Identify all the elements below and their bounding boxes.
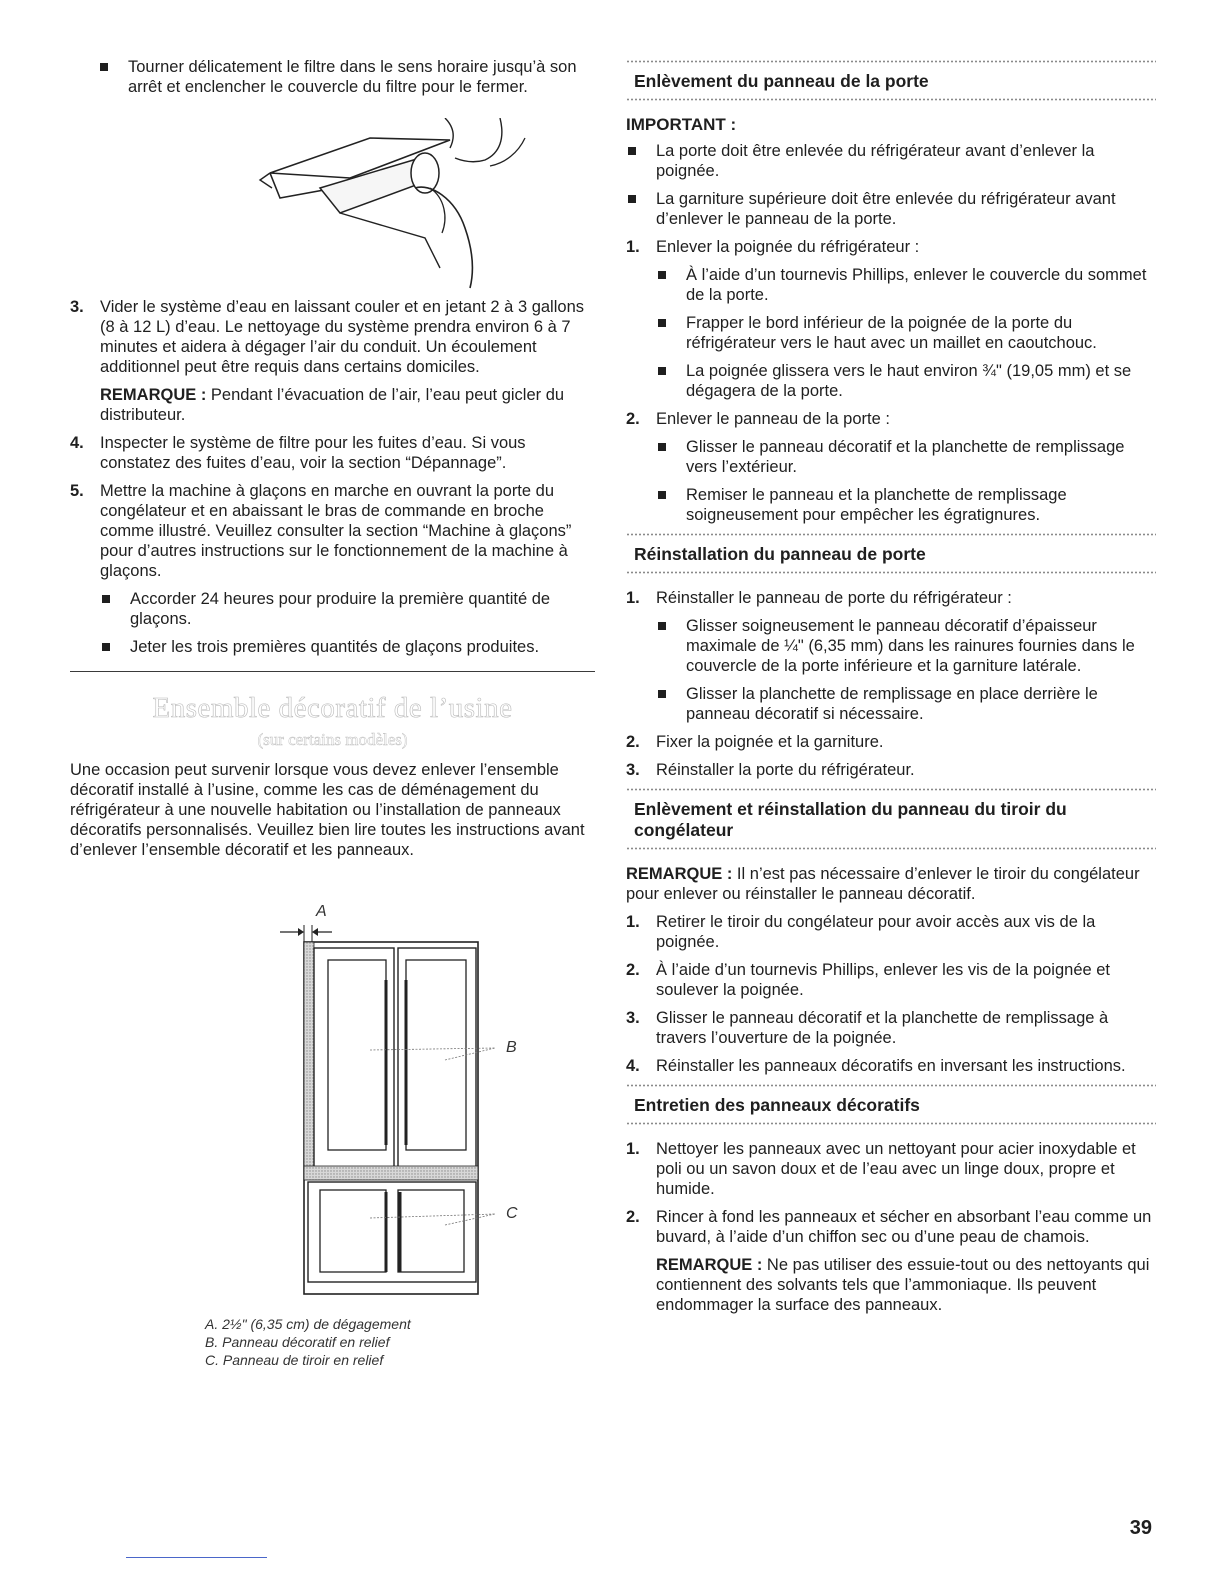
drawer-step: 4. Réinstaller les panneaux décoratifs en inversant les instructions.	[626, 1057, 1126, 1075]
important-bullet: La garniture supérieure doit être enlevée du réfrigérateur avant d’enlever le panneau de la porte.	[626, 189, 1156, 229]
section-drawer-panel	[626, 791, 1156, 847]
section-panel-care	[626, 1087, 1156, 1122]
important-label: IMPORTANT :	[626, 115, 737, 134]
section-divider	[70, 671, 595, 672]
door-step-2-bullet: Glisser le panneau décoratif et la planchette de remplissage vers l’extérieur.	[656, 437, 1156, 477]
care-step-2: 2. Rincer à fond les panneaux et sécher en absorbant l’eau comme un buvard, à l’aide d’un chiffon sec ou d’une peau de chamois.	[626, 1208, 1152, 1246]
right-column	[626, 60, 1156, 1323]
label-c: C	[506, 1205, 518, 1222]
reinstall-step-3: 3. Réinstaller la porte du réfrigérateur.	[626, 761, 915, 779]
reinstall-bullet: Glisser la planchette de remplissage en place derrière le panneau décoratif si nécessaire.	[656, 684, 1156, 724]
section-heading: Enlèvement du panneau de la porte	[634, 71, 929, 91]
drawer-step: 2. À l’aide d’un tournevis Phillips, enlever les vis de la poignée et soulever la poignée.	[626, 961, 1111, 999]
door-step-2-bullet: Remiser le panneau et la planchette de remplissage soigneusement pour empêcher les égratignures.	[656, 485, 1156, 525]
door-step-1-bullet: La poignée glissera vers le haut environ ¾" (19,05 mm) et se dégagera de la porte.	[656, 361, 1156, 401]
important-bullet: La porte doit être enlevée du réfrigérateur avant d’enlever la poignée.	[626, 141, 1156, 181]
step-5-text: Mettre la machine à glaçons en marche en ouvrant la porte du congélateur et en abaissant le bras de commande en broche comme illustré. Veuillez consulter la section “Machine à glaçons” pour d’autres instructions sur le fonctionnement de la machine à glaçons.	[100, 482, 572, 580]
caption-b: B. Panneau décoratif en relief	[205, 1334, 390, 1350]
section-heading: Enlèvement et réinstallation du panneau du tiroir du congélateur	[634, 799, 1067, 840]
step-5-bullet: Jeter les trois premières quantités de glaçons produites.	[100, 637, 595, 657]
door-step-1-bullet: À l’aide d’un tournevis Phillips, enlever le couvercle du sommet de la porte.	[656, 265, 1156, 305]
door-step-1: 1. Enlever la poignée du réfrigérateur :	[626, 238, 920, 256]
footer-line	[126, 1557, 267, 1558]
drawer-step: 1. Retirer le tiroir du congélateur pour avoir accès aux vis de la poignée.	[626, 913, 1096, 951]
remark-text: Pendant l’évacuation de l’air, l’eau peut gicler du distributeur.	[100, 386, 565, 424]
caption-c: C. Panneau de tiroir en relief	[205, 1352, 384, 1368]
door-step-2: 2. Enlever le panneau de la porte :	[626, 410, 890, 428]
step-3	[70, 297, 595, 377]
drawer-remark: REMARQUE : Il n’est pas nécessaire d’enlever le tiroir du congélateur pour enlever ou réinstaller le panneau décoratif.	[626, 865, 1140, 903]
reinstall-bullet: Glisser soigneusement le panneau décoratif d’épaisseur maximale de ¼" (6,35 mm) dans les rainures fournies dans le couvercle de la porte inférieure et la garniture latérale.	[656, 616, 1156, 676]
caption-a: A. 2½" (6,35 cm) de dégagement	[205, 1316, 411, 1332]
filter-close-bullet: Tourner délicatement le filtre dans le sens horaire jusqu’à son arrêt et enclencher le couvercle du filtre pour le fermer.	[98, 57, 595, 97]
step-3-remark	[70, 385, 595, 425]
step-5-bullet: Accorder 24 heures pour produire la première quantité de glaçons.	[100, 589, 595, 629]
section-heading: Entretien des panneaux décoratifs	[634, 1095, 920, 1115]
remark-label: REMARQUE :	[100, 386, 207, 404]
section-heading: Réinstallation du panneau de porte	[634, 544, 926, 564]
step-4	[70, 433, 595, 473]
door-step-1-bullet: Frapper le bord inférieur de la poignée de la porte du réfrigérateur vers le haut avec un maillet en caoutchouc.	[656, 313, 1156, 353]
section-subtitle: (sur certains modèles)	[257, 730, 408, 749]
section-door-panel-reinstall	[626, 536, 1156, 571]
step-4-text: Inspecter le système de filtre pour les fuites d’eau. Si vous constatez des fuites d’eau, voir la section “Dépannage”.	[100, 434, 526, 472]
care-remark: REMARQUE : Ne pas utiliser des essuie-tout ou des nettoyants qui contiennent des solvants tels que l’ammoniaque. Ils peuvent endommager la surface des panneaux.	[656, 1256, 1150, 1314]
step-5	[70, 481, 595, 581]
section-door-panel-removal	[626, 63, 1156, 98]
step-5-number: 5.	[70, 482, 84, 500]
reinstall-step-2: 2. Fixer la poignée et la garniture.	[626, 733, 884, 751]
page-number: 39	[1129, 1517, 1152, 1539]
refrigerator-diagram	[210, 900, 530, 1310]
care-step-1: 1. Nettoyer les panneaux avec un nettoyant pour acier inoxydable et poli ou un savon doux et de l’eau avec un linge doux, propre et humide.	[626, 1140, 1136, 1198]
label-b: B	[506, 1039, 517, 1056]
drawer-step: 3. Glisser le panneau décoratif et la planchette de remplissage à travers l’ouverture de la poignée.	[626, 1009, 1109, 1047]
section-title: Ensemble décoratif de l’usine	[152, 692, 513, 724]
section-paragraph: Une occasion peut survenir lorsque vous devez enlever l’ensemble décoratif installé à l’usine, comme les cas de déménagement du réfrigérateur à une nouvelle habitation ou l’installation de panneaux décoratifs personnalisés. Veuillez bien lire toutes les instructions avant d’enlever l’ensemble décoratif et les panneaux.	[70, 761, 585, 859]
reinstall-step-1: 1. Réinstaller le panneau de porte du réfrigérateur :	[626, 589, 1012, 607]
label-a: A	[316, 903, 327, 920]
step-3-text: Vider le système d’eau en laissant couler et en jetant 2 à 3 gallons (8 à 12 L) d’eau. Le nettoyage du système prendra environ 6 à 7 minutes et aidera à dégager l’air du conduit. Un écoulement additionnel peut être requis dans certains domiciles.	[100, 298, 584, 376]
step-4-number: 4.	[70, 434, 84, 452]
filter-illustration	[200, 118, 540, 293]
step-3-number: 3.	[70, 298, 84, 316]
